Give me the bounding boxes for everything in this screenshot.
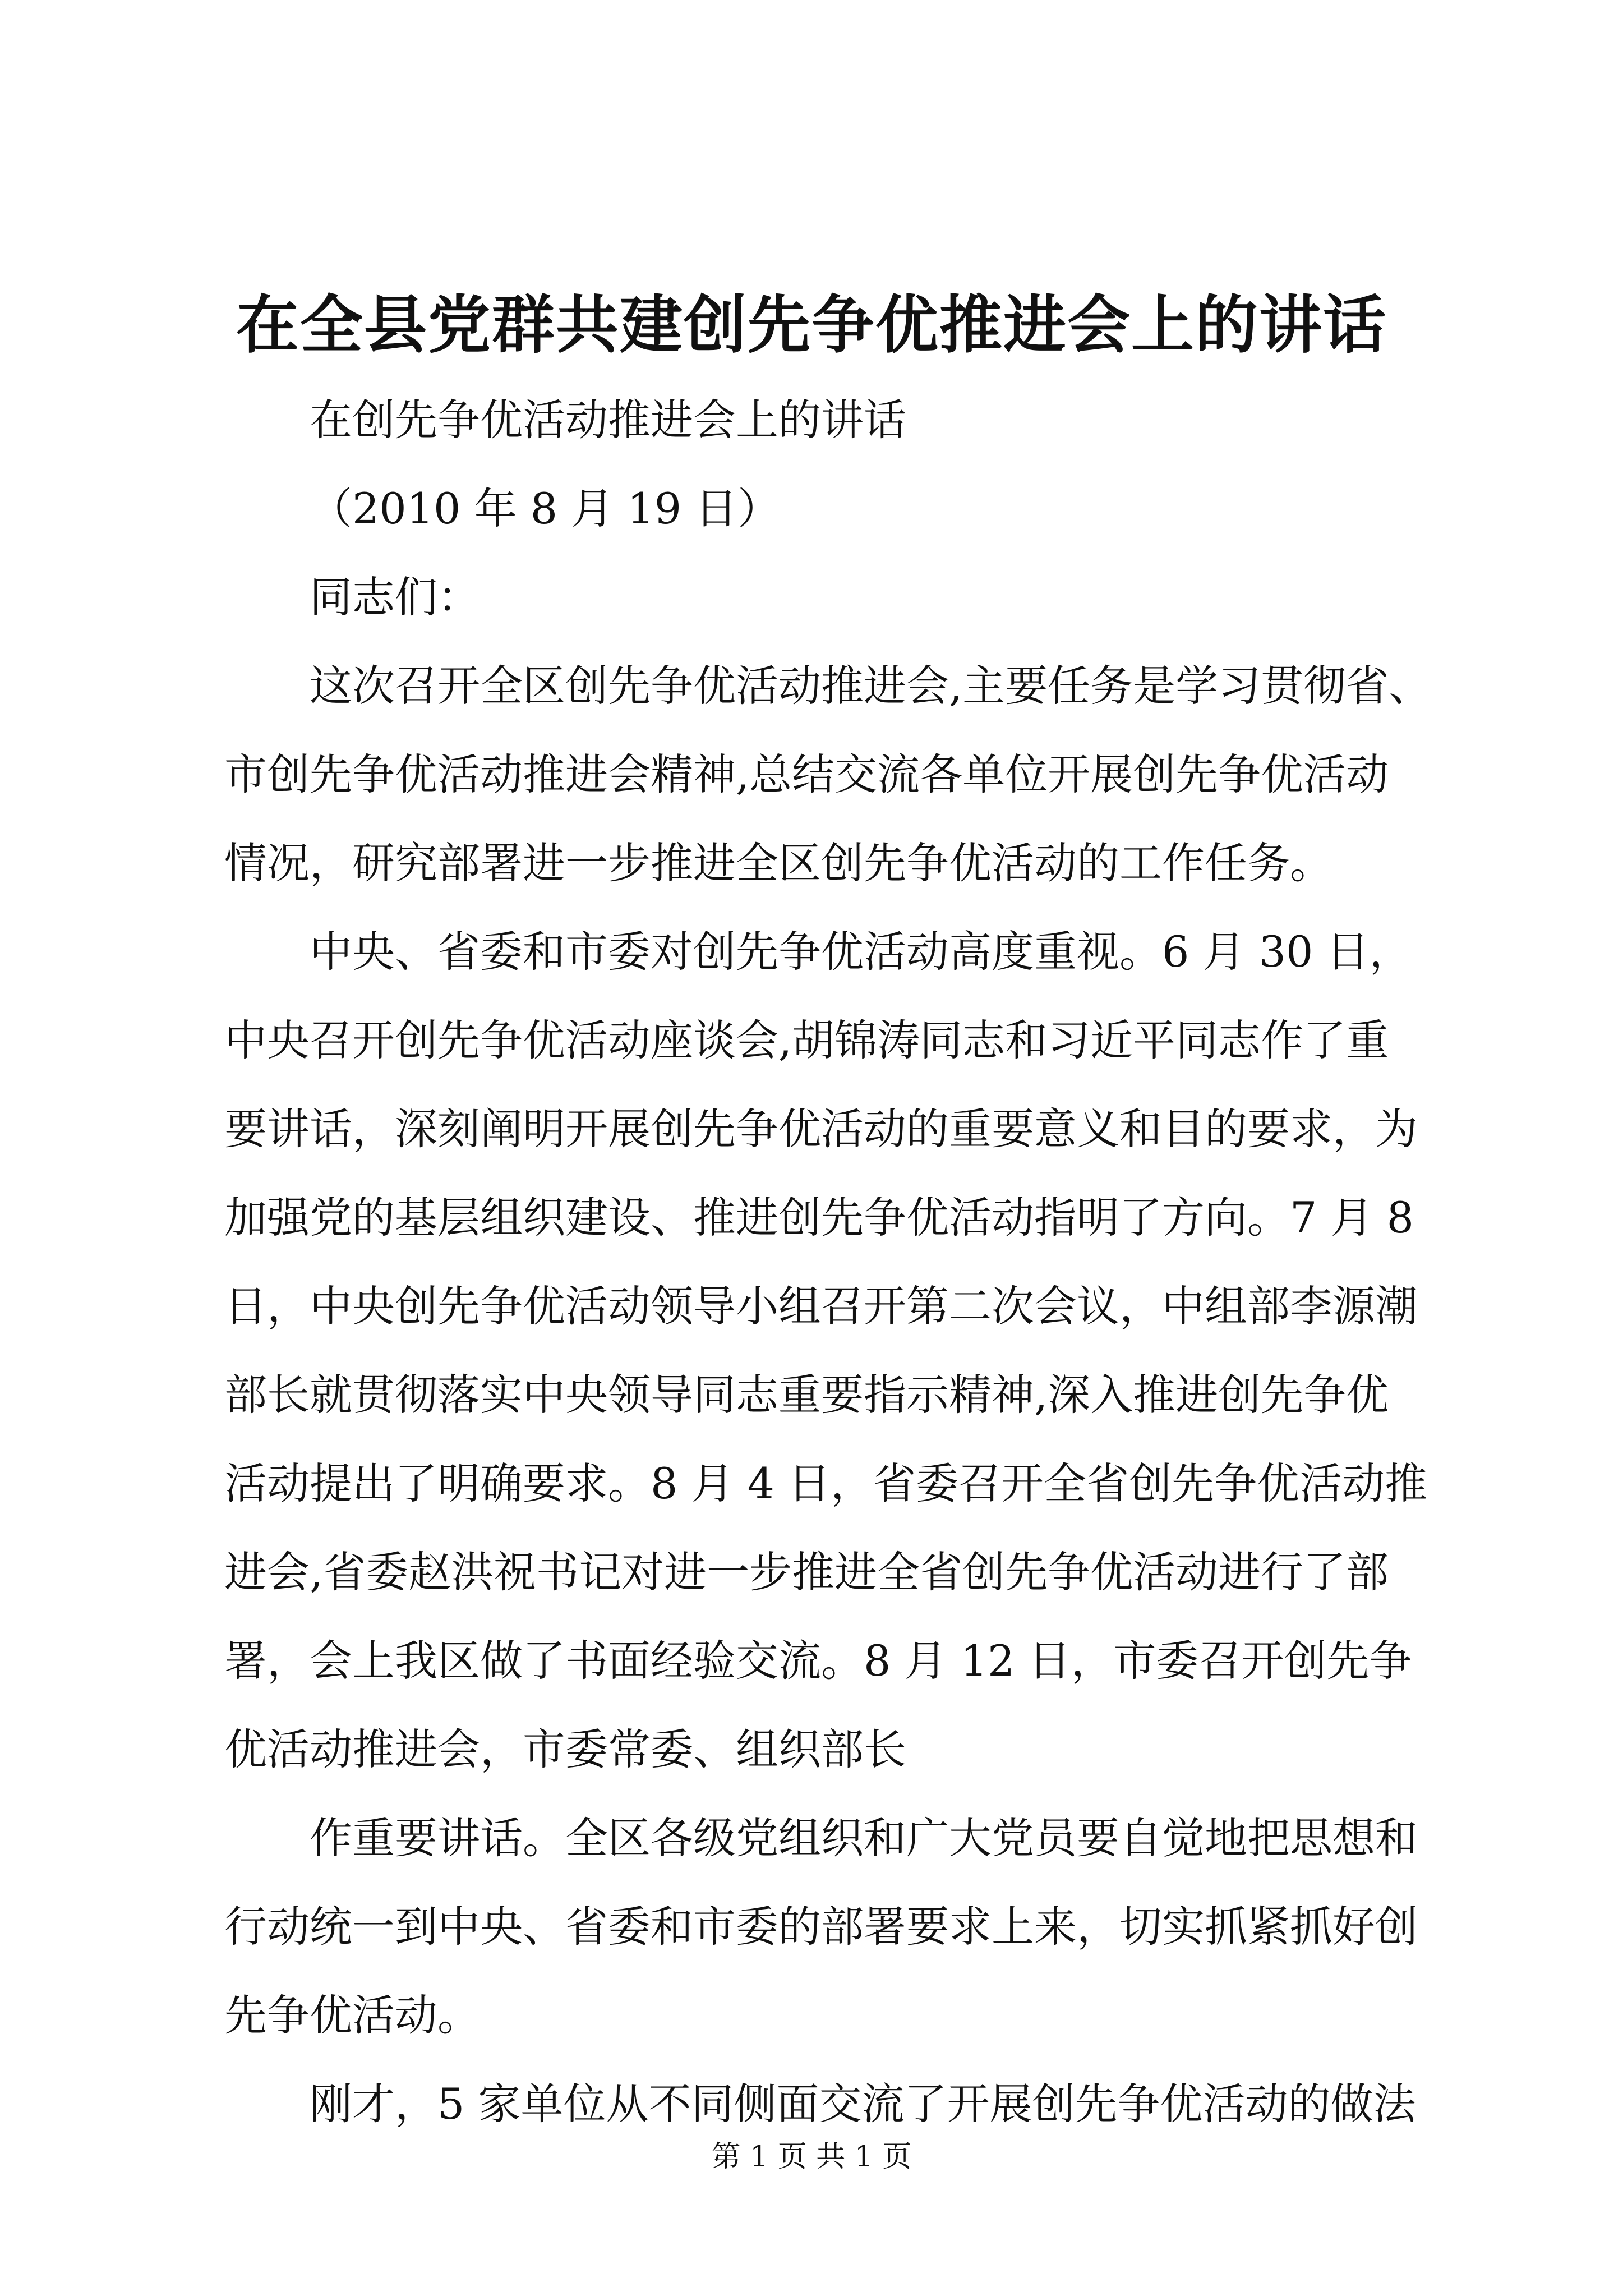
body-line: 情况，研究部署进一步推进全区创先争优活动的工作任务。 bbox=[224, 838, 1332, 888]
body-line: 先争优活动。 bbox=[224, 1990, 480, 2040]
body-line: 活动提出了明确要求。8 月 4 日，省委召开全省创先争优活动推 bbox=[224, 1458, 1428, 1508]
body-line: 这次召开全区创先争优活动推进会,主要任务是学习贯彻省、 bbox=[310, 661, 1432, 711]
body-line: 行动统一到中央、省委和市委的部署要求上来，切实抓紧抓好创 bbox=[224, 1902, 1418, 1952]
body-line: 部长就贯彻落实中央领导同志重要指示精神,深入推进创先争优 bbox=[224, 1370, 1389, 1420]
body-line: 中央召开创先争优活动座谈会,胡锦涛同志和习近平同志作了重 bbox=[224, 1015, 1389, 1065]
body-line: 作重要讲话。全区各级党组织和广大党员要自觉地把思想和 bbox=[310, 1813, 1418, 1863]
body-line: 中央、省委和市委对创先争优活动高度重视。6 月 30 日， bbox=[310, 927, 1412, 977]
body-line: 同志们： bbox=[310, 572, 480, 622]
body-line: 要讲话，深刻阐明开展创先争优活动的重要意义和目的要求，为 bbox=[224, 1104, 1418, 1154]
body-line: 市创先争优活动推进会精神,总结交流各单位开展创先争优活动 bbox=[224, 749, 1389, 799]
body-line: 在创先争优活动推进会上的讲话 bbox=[310, 395, 906, 445]
document-title: 在全县党群共建创先争优推进会上的讲话 bbox=[236, 288, 1387, 362]
body-line: 日，中央创先争优活动领导小组召开第二次会议，中组部李源潮 bbox=[224, 1281, 1418, 1331]
page-footer: 第 1 页 共 1 页 bbox=[711, 2140, 912, 2174]
body-line: 进会,省委赵洪祝书记对进一步推进全省创先争优活动进行了部 bbox=[224, 1547, 1389, 1597]
body-line: 刚才，5 家单位从不同侧面交流了开展创先争优活动的做法 bbox=[310, 2079, 1416, 2129]
body-line: 署，会上我区做了书面经验交流。8 月 12 日，市委召开创先争 bbox=[224, 1636, 1412, 1686]
document-body bbox=[224, 376, 1432, 2148]
body-line: 加强党的基层组织建设、推进创先争优活动指明了方向。7 月 8 bbox=[224, 1193, 1414, 1243]
body-line: 优活动推进会，市委常委、组织部长 bbox=[224, 1724, 906, 1774]
body-line: （2010 年 8 月 19 日） bbox=[310, 484, 781, 533]
